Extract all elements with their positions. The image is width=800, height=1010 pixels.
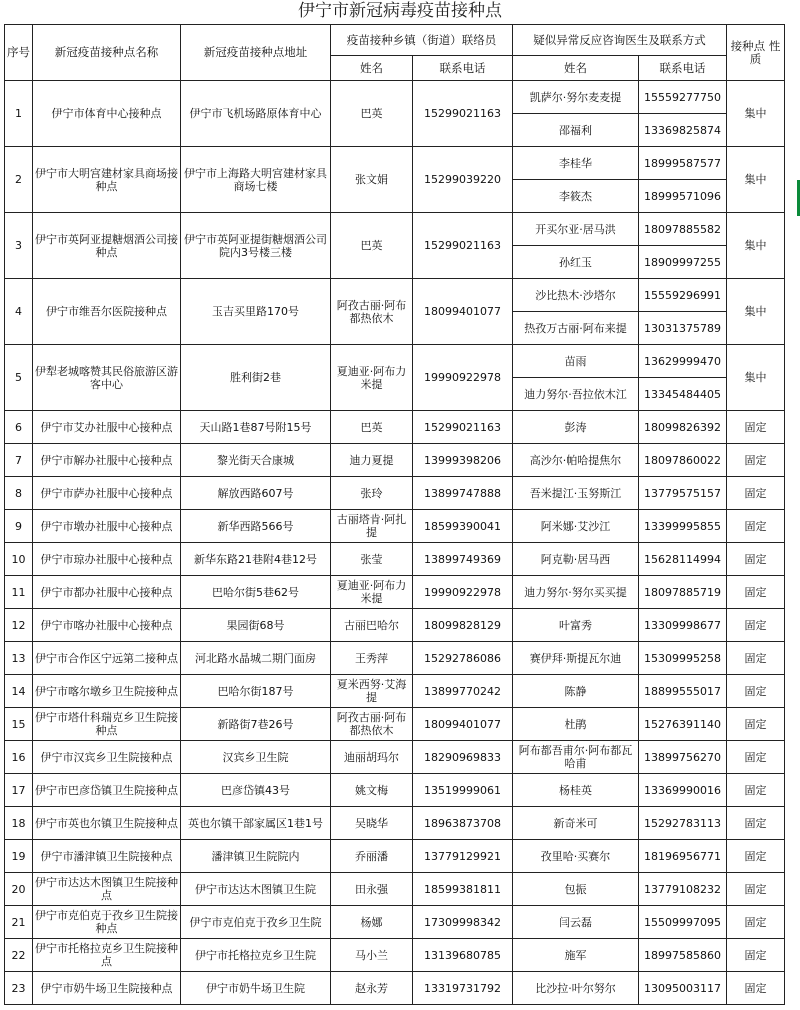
doctor-phone: 13031375789	[639, 312, 727, 345]
row-no: 4	[5, 279, 33, 345]
site-type: 固定	[727, 939, 785, 972]
doctor-name: 吾米提江·玉努斯江	[513, 477, 639, 510]
doctor-name: 开买尔亚·居马洪	[513, 213, 639, 246]
row-no: 11	[5, 576, 33, 609]
liaison-name: 夏迪亚·阿布力米提	[331, 576, 413, 609]
table-row	[5, 213, 785, 246]
site-name: 伊宁市喀尔墩乡卫生院接种点	[33, 675, 181, 708]
site-name: 伊宁市托格拉克乡卫生院接种点	[33, 939, 181, 972]
row-no: 9	[5, 510, 33, 543]
site-name: 伊宁市英阿亚提糖烟酒公司接种点	[33, 213, 181, 279]
site-name: 伊宁市墩办社服中心接种点	[33, 510, 181, 543]
header-doctor-phone: 联系电话	[639, 56, 727, 81]
doctor-phone: 13899756270	[639, 741, 727, 774]
liaison-phone: 18290969833	[413, 741, 513, 774]
site-type: 固定	[727, 675, 785, 708]
liaison-phone: 18099401077	[413, 279, 513, 345]
liaison-name: 古丽塔肯·阿扎提	[331, 510, 413, 543]
row-no: 2	[5, 147, 33, 213]
site-name: 伊宁市塔什科瑞克乡卫生院接种点	[33, 708, 181, 741]
doctor-phone: 18909997255	[639, 246, 727, 279]
site-name: 伊宁市艾办社服中心接种点	[33, 411, 181, 444]
doctor-name: 比沙拉·叶尔努尔	[513, 972, 639, 1005]
site-address: 巴哈尔街187号	[181, 675, 331, 708]
liaison-phone: 19990922978	[413, 345, 513, 411]
doctor-name: 李桂华	[513, 147, 639, 180]
doctor-phone: 13779108232	[639, 873, 727, 906]
header-site-type: 接种点 性质	[727, 25, 785, 81]
liaison-name: 张文娟	[331, 147, 413, 213]
row-no: 1	[5, 81, 33, 147]
site-type: 固定	[727, 906, 785, 939]
site-type: 固定	[727, 807, 785, 840]
row-no: 17	[5, 774, 33, 807]
site-name: 伊宁市琼办社服中心接种点	[33, 543, 181, 576]
site-type: 固定	[727, 543, 785, 576]
site-type: 固定	[727, 411, 785, 444]
row-no: 12	[5, 609, 33, 642]
site-address: 新路街7巷26号	[181, 708, 331, 741]
doctor-name: 高沙尔·帕哈提焦尔	[513, 444, 639, 477]
liaison-name: 吴晓华	[331, 807, 413, 840]
row-no: 23	[5, 972, 33, 1005]
liaison-name: 巴英	[331, 81, 413, 147]
site-address: 伊宁市托格拉克乡卫生院	[181, 939, 331, 972]
row-no: 7	[5, 444, 33, 477]
doctor-name: 沙比热木·沙塔尔	[513, 279, 639, 312]
table-row	[5, 147, 785, 180]
table-row	[5, 972, 785, 1005]
site-address: 新华西路566号	[181, 510, 331, 543]
row-no: 18	[5, 807, 33, 840]
liaison-name: 乔丽潘	[331, 840, 413, 873]
table-row	[5, 873, 785, 906]
row-no: 10	[5, 543, 33, 576]
site-name: 伊宁市巴彦岱镇卫生院接种点	[33, 774, 181, 807]
liaison-phone: 13319731792	[413, 972, 513, 1005]
liaison-phone: 17309998342	[413, 906, 513, 939]
doctor-name: 杨桂英	[513, 774, 639, 807]
site-address: 伊宁市飞机场路原体育中心	[181, 81, 331, 147]
doctor-name: 邵福利	[513, 114, 639, 147]
liaison-phone: 13519999061	[413, 774, 513, 807]
liaison-phone: 18963873708	[413, 807, 513, 840]
doctor-phone: 13095003117	[639, 972, 727, 1005]
site-name: 伊宁市达达木图镇卫生院接种点	[33, 873, 181, 906]
doctor-phone: 15309995258	[639, 642, 727, 675]
liaison-phone: 15292786086	[413, 642, 513, 675]
site-address: 胜利街2巷	[181, 345, 331, 411]
site-type: 固定	[727, 510, 785, 543]
header-site-address: 新冠疫苗接种点地址	[181, 25, 331, 81]
doctor-phone: 18999587577	[639, 147, 727, 180]
doctor-phone: 15628114994	[639, 543, 727, 576]
liaison-name: 古丽巴哈尔	[331, 609, 413, 642]
liaison-name: 杨娜	[331, 906, 413, 939]
site-name: 伊宁市都办社服中心接种点	[33, 576, 181, 609]
site-type: 集中	[727, 81, 785, 147]
site-address: 巴哈尔街5巷62号	[181, 576, 331, 609]
row-no: 22	[5, 939, 33, 972]
site-name: 伊宁市克伯克于孜乡卫生院接种点	[33, 906, 181, 939]
liaison-name: 王秀萍	[331, 642, 413, 675]
row-no: 5	[5, 345, 33, 411]
liaison-name: 夏米西努·艾海提	[331, 675, 413, 708]
doctor-name: 阿米娜·艾沙江	[513, 510, 639, 543]
liaison-name: 迪力夏提	[331, 444, 413, 477]
site-type: 固定	[727, 741, 785, 774]
site-address: 新华东路21巷附4巷12号	[181, 543, 331, 576]
site-address: 玉吉买里路170号	[181, 279, 331, 345]
doctor-name: 苗雨	[513, 345, 639, 378]
table-row	[5, 609, 785, 642]
doctor-phone: 15559277750	[639, 81, 727, 114]
doctor-name: 凯萨尔·努尔麦麦提	[513, 81, 639, 114]
site-type: 固定	[727, 477, 785, 510]
liaison-name: 巴英	[331, 213, 413, 279]
site-type: 固定	[727, 972, 785, 1005]
doctor-name: 阿布都吾甫尔·阿布都瓦哈甫	[513, 741, 639, 774]
row-no: 20	[5, 873, 33, 906]
site-name: 伊宁市汉宾乡卫生院接种点	[33, 741, 181, 774]
header-site-name: 新冠疫苗接种点名称	[33, 25, 181, 81]
table-body	[5, 81, 785, 1005]
doctor-phone: 18899555017	[639, 675, 727, 708]
table-row	[5, 411, 785, 444]
doctor-phone: 13345484405	[639, 378, 727, 411]
table-row	[5, 708, 785, 741]
doctor-phone: 18097885582	[639, 213, 727, 246]
site-address: 河北路水晶城二期门面房	[181, 642, 331, 675]
doctor-name: 孜里哈·买赛尔	[513, 840, 639, 873]
site-name: 伊宁市体育中心接种点	[33, 81, 181, 147]
row-no: 15	[5, 708, 33, 741]
liaison-phone: 13139680785	[413, 939, 513, 972]
table-row	[5, 345, 785, 378]
table-row	[5, 840, 785, 873]
liaison-name: 夏迪亚·阿布力米提	[331, 345, 413, 411]
site-name: 伊宁市合作区宁远第二接种点	[33, 642, 181, 675]
site-type: 集中	[727, 279, 785, 345]
liaison-phone: 13899770242	[413, 675, 513, 708]
liaison-name: 张玲	[331, 477, 413, 510]
table-row	[5, 510, 785, 543]
doctor-phone: 13369990016	[639, 774, 727, 807]
page-title: 伊宁市新冠病毒疫苗接种点	[298, 1, 502, 21]
liaison-phone: 15299021163	[413, 411, 513, 444]
site-address: 英也尔镇干部家属区1巷1号	[181, 807, 331, 840]
liaison-phone: 13899749369	[413, 543, 513, 576]
liaison-phone: 13899747888	[413, 477, 513, 510]
row-no: 13	[5, 642, 33, 675]
liaison-name: 马小兰	[331, 939, 413, 972]
liaison-phone: 18599390041	[413, 510, 513, 543]
doctor-name: 赛伊拜·斯提瓦尔迪	[513, 642, 639, 675]
doctor-phone: 18196956771	[639, 840, 727, 873]
row-no: 21	[5, 906, 33, 939]
liaison-phone: 18099401077	[413, 708, 513, 741]
row-no: 19	[5, 840, 33, 873]
table-row	[5, 642, 785, 675]
liaison-name: 田永强	[331, 873, 413, 906]
doctor-phone: 13309998677	[639, 609, 727, 642]
doctor-name: 李筱杰	[513, 180, 639, 213]
liaison-phone: 18599381811	[413, 873, 513, 906]
table-row	[5, 774, 785, 807]
liaison-name: 巴英	[331, 411, 413, 444]
site-name: 伊宁市大明宫建材家具商场接种点	[33, 147, 181, 213]
site-address: 伊宁市达达木图镇卫生院	[181, 873, 331, 906]
table-row	[5, 81, 785, 114]
site-type: 集中	[727, 213, 785, 279]
doctor-phone: 13399995855	[639, 510, 727, 543]
liaison-phone: 19990922978	[413, 576, 513, 609]
doctor-phone: 18999571096	[639, 180, 727, 213]
table-row	[5, 675, 785, 708]
liaison-phone: 15299021163	[413, 81, 513, 147]
liaison-phone: 18099828129	[413, 609, 513, 642]
site-type: 固定	[727, 873, 785, 906]
doctor-name: 闫云磊	[513, 906, 639, 939]
row-no: 6	[5, 411, 33, 444]
site-name: 伊宁市潘津镇卫生院接种点	[33, 840, 181, 873]
table-row	[5, 807, 785, 840]
doctor-name: 陈静	[513, 675, 639, 708]
site-type: 固定	[727, 576, 785, 609]
header-township-contact: 疫苗接种乡镇（街道）联络员	[331, 25, 513, 56]
liaison-name: 张莹	[331, 543, 413, 576]
site-name: 伊宁市奶牛场卫生院接种点	[33, 972, 181, 1005]
vaccination-sites-table	[4, 24, 785, 1005]
doctor-phone: 18099826392	[639, 411, 727, 444]
site-type: 固定	[727, 609, 785, 642]
doctor-name: 孙红玉	[513, 246, 639, 279]
row-no: 14	[5, 675, 33, 708]
site-name: 伊犁老城喀赞其民俗旅游区游客中心	[33, 345, 181, 411]
table-row	[5, 939, 785, 972]
table-row	[5, 576, 785, 609]
header-liaison-name: 姓名	[331, 56, 413, 81]
doctor-phone: 18997585860	[639, 939, 727, 972]
site-address: 潘津镇卫生院院内	[181, 840, 331, 873]
table-row	[5, 543, 785, 576]
doctor-name: 热孜万古丽·阿布来提	[513, 312, 639, 345]
header-doctor-name: 姓名	[513, 56, 639, 81]
doctor-phone: 18097885719	[639, 576, 727, 609]
doctor-phone: 13779575157	[639, 477, 727, 510]
site-address: 巴彦岱镇43号	[181, 774, 331, 807]
header-no: 序号	[5, 25, 33, 81]
doctor-name: 阿克勒·居马西	[513, 543, 639, 576]
site-address: 伊宁市克伯克于孜乡卫生院	[181, 906, 331, 939]
doctor-name: 施军	[513, 939, 639, 972]
liaison-name: 赵永芳	[331, 972, 413, 1005]
header-liaison-phone: 联系电话	[413, 56, 513, 81]
table-row	[5, 477, 785, 510]
table-row	[5, 279, 785, 312]
site-address: 解放西路607号	[181, 477, 331, 510]
doctor-name: 迪力努尔·吾拉依木江	[513, 378, 639, 411]
site-address: 天山路1巷87号附15号	[181, 411, 331, 444]
site-type: 集中	[727, 147, 785, 213]
site-type: 固定	[727, 708, 785, 741]
site-name: 伊宁市萨办社服中心接种点	[33, 477, 181, 510]
liaison-name: 姚文梅	[331, 774, 413, 807]
site-type: 集中	[727, 345, 785, 411]
liaison-phone: 13999398206	[413, 444, 513, 477]
site-type: 固定	[727, 840, 785, 873]
site-type: 固定	[727, 642, 785, 675]
site-type: 固定	[727, 444, 785, 477]
liaison-name: 迪丽胡玛尔	[331, 741, 413, 774]
site-name: 伊宁市英也尔镇卫生院接种点	[33, 807, 181, 840]
row-no: 16	[5, 741, 33, 774]
doctor-phone: 18097860022	[639, 444, 727, 477]
site-name: 伊宁市维吾尔医院接种点	[33, 279, 181, 345]
site-address: 果园街68号	[181, 609, 331, 642]
site-address: 伊宁市奶牛场卫生院	[181, 972, 331, 1005]
table-row	[5, 906, 785, 939]
liaison-phone: 15299039220	[413, 147, 513, 213]
doctor-phone: 13369825874	[639, 114, 727, 147]
doctor-name: 杜鹃	[513, 708, 639, 741]
site-address: 汉宾乡卫生院	[181, 741, 331, 774]
doctor-name: 包振	[513, 873, 639, 906]
liaison-name: 阿孜古丽·阿布都热依木	[331, 279, 413, 345]
liaison-phone: 13779129921	[413, 840, 513, 873]
row-no: 3	[5, 213, 33, 279]
site-address: 伊宁市上海路大明宫建材家具商场七楼	[181, 147, 331, 213]
doctor-phone: 15276391140	[639, 708, 727, 741]
site-address: 黎光街天合康城	[181, 444, 331, 477]
site-name: 伊宁市解办社服中心接种点	[33, 444, 181, 477]
table-row	[5, 444, 785, 477]
doctor-name: 彭涛	[513, 411, 639, 444]
table-row	[5, 741, 785, 774]
site-name: 伊宁市喀办社服中心接种点	[33, 609, 181, 642]
row-no: 8	[5, 477, 33, 510]
doctor-phone: 13629999470	[639, 345, 727, 378]
doctor-name: 新奇米可	[513, 807, 639, 840]
doctor-phone: 15559296991	[639, 279, 727, 312]
site-type: 固定	[727, 774, 785, 807]
liaison-phone: 15299021163	[413, 213, 513, 279]
doctor-phone: 15292783113	[639, 807, 727, 840]
doctor-name: 迪力努尔·努尔买买提	[513, 576, 639, 609]
site-address: 伊宁市英阿亚提街糖烟酒公司院内3号楼三楼	[181, 213, 331, 279]
liaison-name: 阿孜古丽·阿布都热依木	[331, 708, 413, 741]
doctor-name: 叶富秀	[513, 609, 639, 642]
doctor-phone: 15509997095	[639, 906, 727, 939]
header-adverse-contact: 疑似异常反应咨询医生及联系方式	[513, 25, 727, 56]
